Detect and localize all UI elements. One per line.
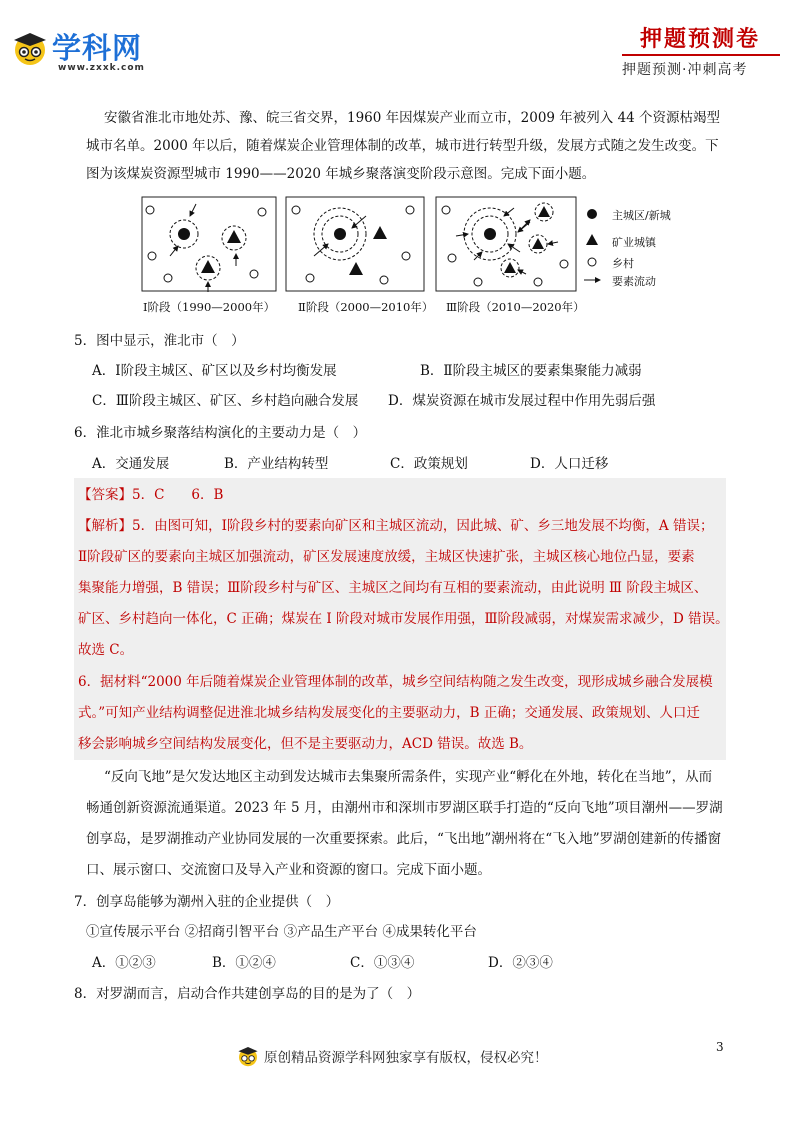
analysis-line-7: 式。”可知产业结构调整促进淮北城乡结构发展变化的主要驱动力，B 正确；交通发展、政策规划、人口迁 <box>78 705 700 721</box>
q5-option-a: A．Ⅰ阶段主城区、矿区以及乡村均衡发展 <box>92 363 337 379</box>
figure-caption-stage-2: Ⅱ阶段（2000—2010年） <box>298 300 434 314</box>
stage-1-panel <box>142 197 276 292</box>
legend-village-icon <box>588 258 596 266</box>
analysis-line-3: 集聚能力增强，B 错误；Ⅲ阶段乡村与矿区、主城区之间均有互相的要素流动，由此说明 Ⅲ 阶段主城区、 <box>78 580 708 596</box>
legend-main-city-label: 主城区/新城 <box>612 209 671 222</box>
logo-url: www.zxxk.com <box>58 63 145 73</box>
q7-option-b: B．①②④ <box>212 955 276 971</box>
q6-option-d: D．人口迁移 <box>530 456 609 472</box>
figure-caption-stage-3: Ⅲ阶段（2010—2020年） <box>446 300 585 314</box>
legend-flow-label: 要素流动 <box>612 275 656 288</box>
analysis-line-4: 矿区、乡村趋向一体化，C 正确；煤炭在 Ⅰ 阶段对城市发展作用强，Ⅲ阶段减弱，对煤炭需求减少，D 错误。 <box>78 611 729 627</box>
page-number: 3 <box>716 1040 724 1054</box>
analysis-line-5: 故选 C。 <box>78 642 134 658</box>
q5-option-b: B．Ⅱ阶段主城区的要素集聚能力减弱 <box>420 363 642 379</box>
footer-mascot-icon <box>236 1044 260 1068</box>
stage-2-panel <box>286 197 424 291</box>
q5-stem: 5．图中显示，淮北市（ ） <box>74 333 245 349</box>
q7-stem: 7．创享岛能够为潮州入驻的企业提供（ ） <box>74 894 340 910</box>
answer-line: 【答案】5．C 6．B <box>78 487 224 503</box>
passage2-line-4: 口、展示窗口、交流窗口及导入产业和资源的窗口。完成下面小题。 <box>86 862 491 878</box>
settlement-evolution-figure <box>134 196 678 296</box>
legend-mining-town-icon <box>586 234 598 245</box>
analysis-line-6: 6．据材料“2000 年后随着煤炭企业管理体制的改革，城乡空间结构随之发生改变，现形成城乡融合发展模 <box>78 674 713 690</box>
passage2-line-2: 畅通创新资源流通渠道。2023 年 5 月，由潮州市和深圳市罗湖区联手打造的“反向飞地”项目潮州——罗湖 <box>86 800 723 816</box>
q6-option-a: A．交通发展 <box>92 456 170 472</box>
q7-option-a: A．①②③ <box>92 955 156 971</box>
q7-option-c: C．①③④ <box>350 955 415 971</box>
header-divider <box>622 54 780 56</box>
q6-option-b: B．产业结构转型 <box>224 456 329 472</box>
legend-mining-town-label: 矿业城镇 <box>612 236 656 249</box>
stage-3-panel <box>436 197 576 291</box>
analysis-line-1: 【解析】5．由图可知，Ⅰ阶段乡村的要素向矿区和主城区流动，因此城、矿、乡三地发展不均衡，A 错误； <box>78 518 714 534</box>
logo-mascot-icon <box>10 28 50 68</box>
passage2-line-1: “反向飞地”是欠发达地区主动到发达城市去集聚所需条件，实现产业“孵化在外地，转化在当地”，从而 <box>104 769 713 785</box>
header-subtitle: 押题预测·冲刺高考 <box>622 62 748 78</box>
legend-village-label: 乡村 <box>612 257 634 270</box>
q8-stem: 8．对罗湖而言，启动合作共建创享岛的目的是为了（ ） <box>74 986 421 1002</box>
q7-option-d: D．②③④ <box>488 955 553 971</box>
analysis-line-8: 移会影响城乡空间结构发展变化，但不是主要驱动力，ACD 错误。故选 B。 <box>78 736 533 752</box>
q5-option-c: C．Ⅲ阶段主城区、矿区、乡村趋向融合发展 <box>92 393 359 409</box>
passage1-line-2: 城市名单。2000 年以后，随着煤炭企业管理体制的改革，城市进行转型升级，发展方式随之发生改变。下 <box>86 138 719 154</box>
passage1-line-1: 安徽省淮北市地处苏、豫、皖三省交界，1960 年因煤炭产业而立市，2009 年被列入 44 个资源枯竭型 <box>104 110 721 126</box>
figure-caption-stage-1: Ⅰ阶段（1990—2000年） <box>143 300 276 314</box>
legend-main-city-icon <box>587 209 597 219</box>
footer-copyright: 原创精品资源学科网独家享有版权，侵权必究！ <box>264 1050 548 1066</box>
q5-option-d: D．煤炭资源在城市发展过程中作用先弱后强 <box>388 393 656 409</box>
header-title: 押题预测卷 <box>640 27 761 52</box>
q6-stem: 6．淮北市城乡聚落结构演化的主要动力是（ ） <box>74 425 367 441</box>
q6-option-c: C．政策规划 <box>390 456 468 472</box>
figure-legend <box>584 209 600 280</box>
q7-items: ①宣传展示平台 ②招商引智平台 ③产品生产平台 ④成果转化平台 <box>86 924 477 940</box>
logo-text: 学科网 <box>52 31 143 65</box>
passage2-line-3: 创享岛，是罗湖推动产业协同发展的一次重要探索。此后，“飞出地”潮州将在“飞入地”罗湖创建新的传播窗 <box>86 831 722 847</box>
passage1-line-3: 图为该煤炭资源型城市 1990——2020 年城乡聚落演变阶段示意图。完成下面小题。 <box>86 166 596 182</box>
analysis-line-2: Ⅱ阶段矿区的要素向主城区加强流动，矿区发展速度放缓，主城区快速扩张，主城区核心地位凸显，要素 <box>78 549 695 565</box>
